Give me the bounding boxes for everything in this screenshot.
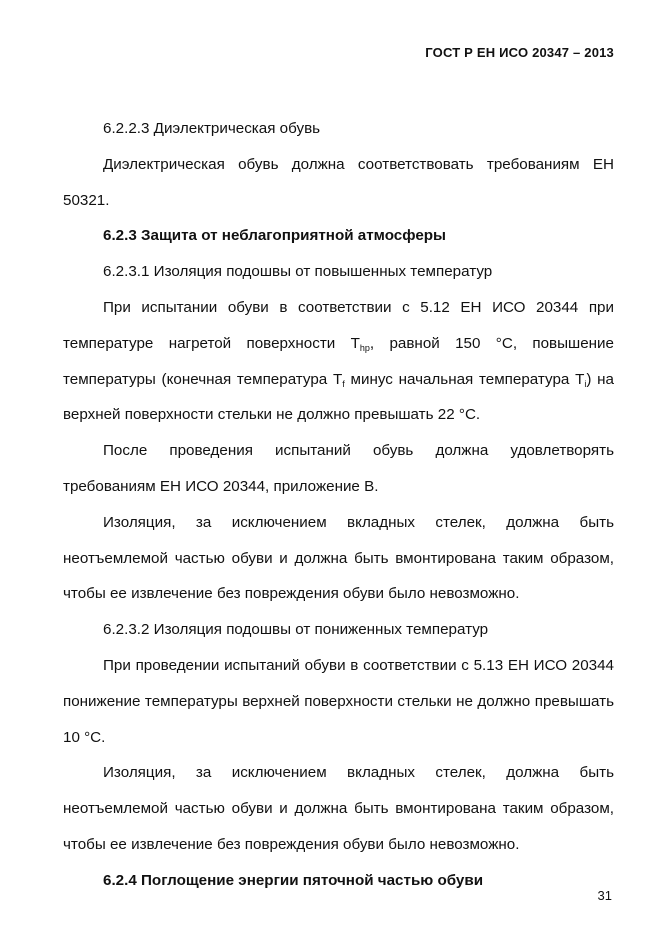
paragraph-insulation-integral-1: Изоляция, за исключением вкладных стелек, должна быть неотъемлемой частью обуви и должна быть вмонтирована таким образом, чтобы ее извлечение без повреждения обуви было невозможно. — [63, 513, 614, 603]
paragraph-insulation-integral-2: Изоляция, за исключением вкладных стелек, должна быть неотъемлемой частью обуви и должна быть вмонтирована таким образом, чтобы ее извлечение без повреждения обуви было невозможно. — [63, 764, 614, 853]
text-segment: При испытании обуви в соответствии с 5.12 ЕН ИСО 20344 при температуре нагретой поверхности T — [63, 298, 614, 352]
text-segment: ) на верхней поверхности стельки не должно превышать 22 °С. — [63, 370, 614, 424]
document-body — [63, 111, 614, 899]
section-6-2-3-1-title: 6.2.3.1 Изоляция подошвы от повышенных температур — [103, 263, 493, 281]
paragraph-heat-insulation-test — [63, 290, 614, 433]
subscript-f: f — [342, 378, 345, 389]
section-6-2-2-3-title: 6.2.2.3 Диэлектрическая обувь — [103, 120, 321, 137]
subscript-hp: hp — [359, 342, 370, 353]
section-6-2-4-heading: 6.2.4 Поглощение энергии пяточной частью обуви — [103, 871, 484, 889]
page-number: 31 — [597, 888, 612, 903]
section-6-2-3-2-title: 6.2.3.2 Изоляция подошвы от пониженных температур — [103, 621, 489, 639]
text-segment: минус начальная температура T — [344, 370, 585, 388]
paragraph-cold-insulation-test: При проведении испытаний обуви в соответствии с 5.13 ЕН ИСО 20344 понижение температуры верхней поверхности стельки не должно превышать 10 °С. — [63, 656, 614, 746]
subscript-i: i — [584, 378, 587, 389]
section-6-2-3-heading: 6.2.3 Защита от неблагоприятной атмосферы — [103, 227, 447, 245]
text-segment: , равной 150 °С, повышение температуры (конечная температура T — [63, 334, 614, 388]
paragraph-after-tests: После проведения испытаний обувь должна удовлетворять требованиям ЕН ИСО 20344, приложение В. — [63, 442, 614, 495]
document-header: ГОСТ Р ЕН ИСО 20347 – 2013 — [425, 45, 614, 60]
paragraph-dielectric: Диэлектрическая обувь должна соответствовать требованиям ЕН 50321. — [63, 155, 614, 209]
